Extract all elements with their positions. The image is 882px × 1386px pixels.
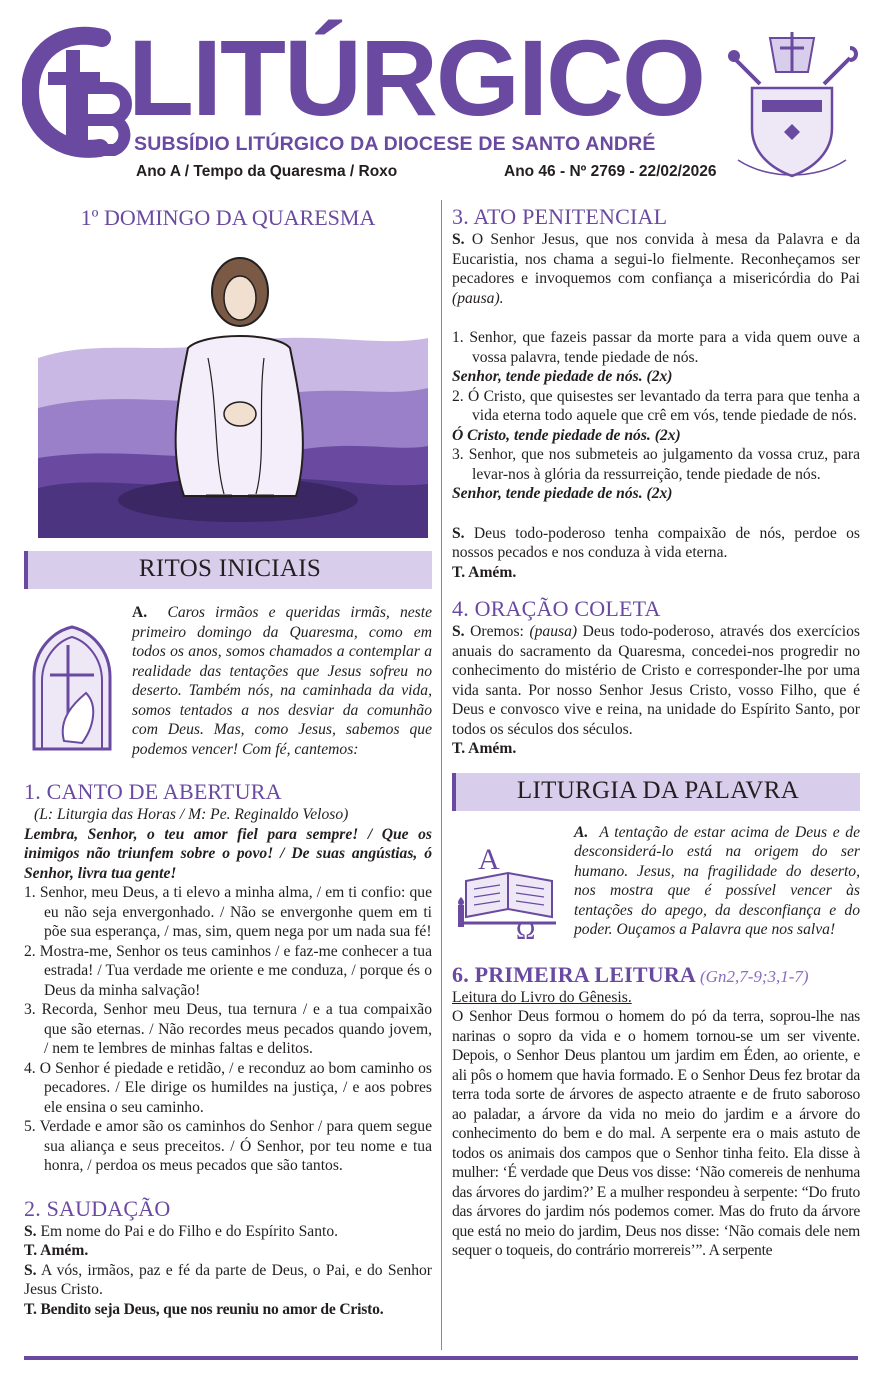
canto-verse: 3. Recorda, Senhor meu Deus, tua ternura / e a tua compaixão que são eternas. / Não recordes meus pecados quando jovem, / nem te lembres de minhas faltas e delitos. (24, 1001, 432, 1057)
sunday-title: 1º DOMINGO DA QUARESMA (80, 205, 376, 230)
pause-note: (pausa). (452, 289, 504, 307)
intro-body: Caros irmãos e queridas irmãs, neste primeiro domingo da Quaresma, como em todos os anos, somos chamados a contemplar a realidade das tentações que Jesus sofreu no deserto. Também nós, na caminhada da vida, somos tentados a nos desviar da comunhão com Deus. Mas, como Jesus, sabemos que podemos vencer! Com fé, cantemos: (132, 604, 432, 758)
right-column (452, 200, 860, 1350)
diocese-coat-of-arms-icon (722, 28, 862, 188)
coleta-body: Deus todo-poderoso, através dos exercícios anuais do sacramento da Quaresma, concedei-nos progredir no conhecimento do mistério de Cristo e corresponder-lhe por uma vida santa. Por nosso Senhor Jesus Cristo, vosso Filho, que é Deus e convosco vive e reina, na unidade do Espírito Santo, por todos os séculos dos séculos. (452, 623, 860, 738)
canto-verse: 2. Mostra-me, Senhor os teus caminhos / e faz-me conhecer a tua estrada! / Tua verdade me oriente e me conduza, / porque és o Deus da minha salvação! (24, 942, 432, 999)
ato-invocation: 1. Senhor, que fazeis passar da morte para a vida quem ouve a vossa palavra, tende piedade de nós. (452, 329, 860, 366)
palavra-intro-block (452, 823, 860, 948)
coleta-start: Oremos: (470, 623, 524, 640)
canto-verse: 5. Verdade e amor são os caminhos do Senhor / para quem segue sua aliança e seus preceitos. / Ó Senhor, por teu nome e tua honra, / perdoa os meus pecados que são tantos. (24, 1118, 432, 1174)
palavra-intro-body: A tentação de estar acima de Deus e de desconsiderá-lo está na origem do ser humano. Jesus, na fragilidade do deserto, nos mostra que é possível vencer às tentações do apego, da desconfiança e do poder. Ouçamos a Palavra que nos salva! (574, 823, 861, 938)
saudacao-response: T. Bendito seja Deus, que nos reuniu no amor de Cristo. (24, 1300, 384, 1318)
praying-hands-window-icon (24, 623, 120, 753)
masthead (0, 0, 882, 200)
speaker-label: S. (452, 524, 465, 542)
left-column (24, 200, 432, 1350)
liturgico-logo-icon (22, 22, 142, 162)
ato-absolution (452, 524, 860, 563)
pause-note: (pausa) (529, 623, 578, 640)
scripture-reference: (Gn2,7-9;3,1-7) (700, 966, 809, 986)
saudacao-text: A vós, irmãos, paz e fé da parte de Deus, o Pai, e do Senhor Jesus Cristo. (24, 1261, 432, 1298)
intro-text (132, 603, 432, 759)
section-banner-ritos-iniciais: RITOS INICIAIS (24, 551, 432, 589)
alpha-icon: A (478, 842, 500, 876)
ato-response: Senhor, tende piedade de nós. (2x) (452, 368, 673, 385)
saudacao-line (24, 1222, 432, 1242)
coleta-amen: T. Amém. (452, 740, 517, 757)
intro-speaker-label: A. (132, 604, 148, 621)
ato-amen: T. Amém. (452, 563, 517, 581)
leitura-heading (452, 962, 860, 988)
canto-verse: 1. Senhor, meu Deus, a ti elevo a minha alma, / em ti confio: que eu não seja envergonhado. / Não se envergonhe quem em ti põe sua esperança, / mas, sim, quem nega por um nada sua fé! (24, 884, 432, 940)
saudacao-text: Em nome do Pai e do Filho e do Espírito Santo. (40, 1222, 339, 1240)
section-title-canto: 1. CANTO DE ABERTURA (24, 779, 282, 804)
section-title-ato-penitencial: 3. ATO PENITENCIAL (452, 204, 668, 229)
ato-intro (452, 230, 860, 308)
speaker-label: S. (452, 231, 465, 248)
canto-credits: (L: Liturgia das Horas / M: Pe. Reginaldo Veloso) (34, 806, 349, 823)
intro-block (24, 603, 432, 759)
intro-speaker-label: A. (574, 823, 589, 841)
footer-rule (24, 1356, 858, 1360)
speaker-label: S. (452, 623, 465, 640)
absolution-text: Deus todo-poderoso tenha compaixão de nós, perdoe os nossos pecados e nos conduza à vida eterna. (452, 524, 861, 561)
edition-info-right: Ano 46 - Nº 2769 - 22/02/2026 (504, 163, 717, 180)
ato-response: Senhor, tende piedade de nós. (2x) (452, 485, 673, 502)
edition-info-left: Ano A / Tempo da Quaresma / Roxo (136, 163, 398, 180)
masthead-subtitle: SUBSÍDIO LITÚRGICO DA DIOCESE DE SANTO ANDRÉ (134, 133, 656, 155)
section-title-primeira-leitura: 6. PRIMEIRA LEITURA (452, 961, 696, 987)
canto-refrain: Lembra, Senhor, o teu amor fiel para sempre! / Que os inimigos não triunfem sobre o povo! / De suas angústias, ó Senhor, livra tua gente! (24, 825, 432, 882)
intro-icon-wrapper (24, 603, 132, 759)
speaker-label: S. (24, 1261, 37, 1279)
omega-icon: Ω (516, 915, 536, 943)
masthead-title: LITÚRGICO (128, 17, 704, 138)
jesus-in-desert-illustration (38, 238, 428, 538)
section-title-oracao-coleta: 4. ORAÇÃO COLETA (452, 596, 661, 621)
palavra-intro-text (574, 823, 860, 948)
palavra-icon-wrapper (452, 823, 574, 948)
speaker-label: S. (24, 1222, 37, 1240)
saudacao-line (24, 1261, 432, 1300)
column-divider (441, 200, 442, 1350)
ato-invocation: 2. Ó Cristo, que quisestes ser levantado da terra para que tenha a vida eterna todo aquele que crê em vós, tende piedade de nós. (452, 387, 860, 424)
ato-invocation: 3. Senhor, que nos submeteis ao julgamento da vossa cruz, para levar-nos à glória da ressurreição, tende piedade de nós. (452, 446, 860, 483)
saudacao-response: T. Amém. (24, 1242, 89, 1259)
canto-verse: 4. O Senhor é piedade e retidão, / e reconduz ao bom caminho os pecadores. / Ele dirige os humildes na justiça, / e aos pobres ele ensina o seu caminho. (24, 1059, 432, 1116)
section-title-saudacao: 2. SAUDAÇÃO (24, 1195, 171, 1221)
ato-intro-text: O Senhor Jesus, que nos convida à mesa da Palavra e da Eucaristia, nos chama a segui-lo fielmente. Reconheçamos ser pecadores e invoquemos com confiança a misericórdia do Pai (452, 231, 860, 287)
ato-response: Ó Cristo, tende piedade de nós. (2x) (452, 426, 681, 444)
leitura-book: Leitura do Livro do Gênesis. (452, 988, 632, 1006)
section-banner-liturgia-palavra: LITURGIA DA PALAVRA (452, 773, 860, 811)
open-bible-alpha-omega-icon (452, 835, 564, 943)
coleta-text (452, 622, 860, 739)
leitura-text: O Senhor Deus formou o homem do pó da terra, soprou-lhe nas narinas o sopro da vida e o homem tornou-se um ser vivente. Depois, o Senhor Deus plantou um jardim em Éden, ao oriente, e ali pôs o homem que havia formado. E o Senhor Deus fez brotar da terra toda sorte de árvores de aspecto atraente e de fruto saboroso ao paladar, a árvore da vida no meio do jardim e a árvore do conhecimento do bem e do mal. A serpente era o mais astuto de todos os animais dos campos que o Senhor tinha feito. Ela disse à mulher: ‘É verdade que Deus vos disse: ‘Não comereis de nenhuma das árvores do jardim?’ E a mulher respondeu à serpente: “Do fruto das árvores do jardim nós podemos comer. Mas do fruto da árvore que está no meio do jardim, Deus nos disse: ‘Não comais dele nem sequer o toqueis, do contrário morrereis’”. A serpente (452, 1008, 860, 1259)
